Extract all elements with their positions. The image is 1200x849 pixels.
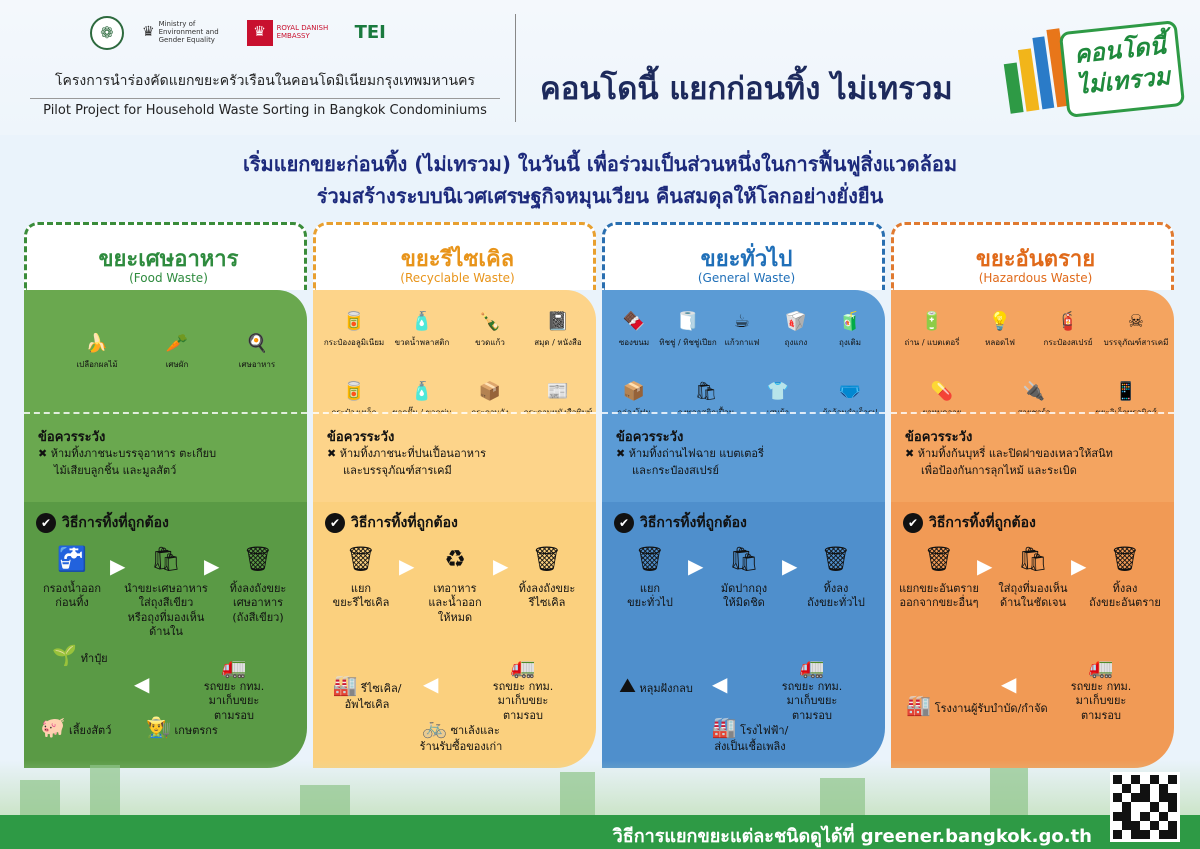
disposal-step xyxy=(985,540,1081,611)
waste-item-icon: 👕 xyxy=(766,380,790,402)
step-label: แยก ขยะรีไซเคิล xyxy=(332,582,390,610)
waste-item-icon: 📰 xyxy=(546,380,570,402)
truck-icon: 🚛 xyxy=(510,655,536,679)
step-icon: 🛍 xyxy=(1017,545,1049,574)
destination xyxy=(413,714,509,754)
waste-item xyxy=(451,308,529,349)
truck-icon: 🚛 xyxy=(221,655,247,679)
destination xyxy=(32,642,128,668)
arrow-right-icon: ▶ xyxy=(399,554,415,578)
waste-item xyxy=(138,330,216,371)
destination-label: ทำปุ๋ย xyxy=(80,652,108,665)
disposal-step xyxy=(407,540,503,625)
waste-item-icon: ☕ xyxy=(733,310,751,332)
arrow-right-icon: ▶ xyxy=(782,554,798,578)
arrow-left-icon: ◀ xyxy=(712,672,728,696)
header xyxy=(0,0,1200,135)
destination-label: รีไซเคิล/ อัพไซเคิล xyxy=(344,682,402,711)
waste-item-icon: 📓 xyxy=(546,310,570,332)
step-icon: 🚰 xyxy=(57,545,87,574)
check-icon: ✔ xyxy=(36,513,56,533)
waste-item-icon: 🍌 xyxy=(85,332,109,354)
destination xyxy=(134,714,230,740)
project-title-th: โครงการนำร่องคัดแยกขยะครัวเรือนในคอนโดมิเนียมกรุงเทพมหานคร xyxy=(55,73,475,89)
caution-text: ✖ ห้ามทิ้งภาชนะที่ปนเปื้อนอาหาร และบรรจุภัณฑ์สารเคมี xyxy=(327,447,487,477)
intro-line-1: เริ่มแยกขยะก่อนทิ้ง (ไม่เทรวม) ในวันนี้ เพื่อร่วมเป็นส่วนหนึ่งในการฟื้นฟูสิ่งแวดล้อม xyxy=(242,152,958,176)
destination-icon: 🏭 xyxy=(711,715,737,739)
arrow-left-icon: ◀ xyxy=(134,672,150,696)
waste-item-icon: 📦 xyxy=(478,380,502,402)
disposal-step xyxy=(313,540,409,611)
caution-title: ข้อควรระวัง xyxy=(905,430,973,445)
destination-icon: ⛰ xyxy=(619,673,636,697)
disposal-step xyxy=(118,540,214,639)
disposal-step xyxy=(210,540,306,625)
city-skyline xyxy=(0,760,1200,820)
column-subtitle: (Hazardous Waste) xyxy=(978,271,1093,285)
destination-label: หลุมฝังกลบ xyxy=(639,682,693,695)
caution-title: ข้อควรระวัง xyxy=(616,430,684,445)
arrow-right-icon: ▶ xyxy=(110,554,126,578)
step-label: ทิ้งลงถังขยะ เศษอาหาร (ถังสีเขียว) xyxy=(229,582,287,624)
qr-code-icon[interactable] xyxy=(1110,772,1180,842)
tei-logo xyxy=(355,23,386,43)
footer-text[interactable]: วิธีการแยกขยะแต่ละชนิดดูได้ที่ greener.bangkok.go.th xyxy=(612,826,1092,847)
waste-column xyxy=(891,222,1174,782)
destination-icon: 🚲 xyxy=(422,715,448,739)
project-title-en: Pilot Project for Household Waste Sorting in Bangkok Condominiums xyxy=(30,98,500,118)
step-label: แยก ขยะทั่วไป xyxy=(627,582,673,610)
waste-item-label: สมุด / หนังสือ xyxy=(534,338,582,347)
disposal-step xyxy=(891,540,987,611)
waste-item-icon: 🥫 xyxy=(342,310,366,332)
column-header xyxy=(891,222,1174,290)
collection-truck xyxy=(752,654,872,723)
waste-item-icon: 🧴 xyxy=(410,380,434,402)
waste-item-label: ถุงแกง xyxy=(784,338,808,347)
collection-truck xyxy=(1041,654,1161,723)
column-title: ขยะรีไซเคิล xyxy=(400,247,515,272)
disposal-step xyxy=(602,540,698,611)
caution-title: ข้อควรระวัง xyxy=(327,430,395,445)
footer xyxy=(0,815,1200,849)
disposal-title: ✔ วิธีการทิ้งที่ถูกต้อง xyxy=(614,512,747,534)
collection-truck xyxy=(463,654,583,723)
arrow-left-icon: ◀ xyxy=(1001,672,1017,696)
waste-column xyxy=(602,222,885,782)
step-icon: 🗑 xyxy=(923,545,955,574)
step-label: นำขยะเศษอาหาร ใส่ถุงสีเขียว หรือถุงที่มองเห็นด้านใน xyxy=(124,582,208,638)
column-subtitle: (General Waste) xyxy=(697,271,796,285)
destination-label: เกษตรกร xyxy=(174,724,218,737)
ministry-logo: ♛ Ministry of Environment and Gender Equality xyxy=(142,20,219,44)
disposal-title: ✔ วิธีการทิ้งที่ถูกต้อง xyxy=(903,512,1036,534)
caution-panel xyxy=(24,412,307,494)
destination-label: ซาเล้งและ ร้านรับซื้อของเก่า xyxy=(419,724,503,753)
step-label: ใส่ถุงที่มองเห็น ด้านในชัดเจน xyxy=(998,582,1068,610)
step-icon: 🛍 xyxy=(728,545,760,574)
disposal-step xyxy=(696,540,792,611)
waste-item xyxy=(1029,308,1107,349)
collection-truck xyxy=(174,654,294,723)
caution-text: ✖ ห้ามทิ้งถ่านไฟฉาย แบตเตอรี่ และกระป๋องสเปรย์ xyxy=(616,447,764,477)
waste-item-icon: 📱 xyxy=(1114,380,1138,402)
header-divider xyxy=(515,14,516,122)
arrow-right-icon: ▶ xyxy=(688,554,704,578)
partner-logos xyxy=(90,16,386,50)
waste-item-icon: 🧃 xyxy=(838,310,862,332)
column-title: ขยะอันตราย xyxy=(975,247,1096,272)
waste-item xyxy=(766,308,826,349)
column-subtitle: (Recyclable Waste) xyxy=(400,271,515,285)
waste-item xyxy=(1097,308,1175,349)
waste-item-icon: 💡 xyxy=(988,310,1012,332)
destination xyxy=(319,672,415,712)
step-label: เทอาหาร และน้ำออก ให้หมด xyxy=(428,582,482,624)
arrow-right-icon: ▶ xyxy=(1071,554,1087,578)
step-icon: 🗑 xyxy=(242,545,274,574)
truck-label: รถขยะ กทม. มาเก็บขยะ ตามรอบ xyxy=(1070,680,1132,722)
step-icon: 🛍 xyxy=(150,545,182,574)
caution-text: ✖ ห้ามทิ้งภาชนะบรรจุอาหาร ตะเกียบ ไม้เสียบลูกชิ้น และมูลสัตว์ xyxy=(38,447,217,477)
slogan: คอนโดนี้ แยกก่อนทิ้ง ไม่เทรวม xyxy=(540,71,953,107)
waste-item-label: ทิชชู่ / ทิชชู่เปียก xyxy=(659,338,717,347)
destination-icon: 👨‍🌾 xyxy=(146,715,172,739)
arrow-left-icon: ◀ xyxy=(423,672,439,696)
waste-item-icon: 🔋 xyxy=(920,310,944,332)
royal-danish-embassy-icon: ♛ xyxy=(247,20,273,46)
disposal-step xyxy=(1077,540,1173,611)
destination-icon: 🏭 xyxy=(906,693,932,717)
arrow-right-icon: ▶ xyxy=(977,554,993,578)
destination-label: โรงงานผู้รับบำบัด/กำจัด xyxy=(934,702,1048,715)
arrow-right-icon: ▶ xyxy=(493,554,509,578)
waste-item-icon: 🍫 xyxy=(622,310,646,332)
step-icon: ♻ xyxy=(444,545,466,574)
caution-panel xyxy=(891,412,1174,494)
waste-item xyxy=(383,308,461,349)
disposal-title: ✔ วิธีการทิ้งที่ถูกต้อง xyxy=(36,512,169,534)
waste-item xyxy=(218,330,296,371)
waste-item xyxy=(315,308,393,349)
destination xyxy=(28,714,124,740)
bma-logo xyxy=(90,16,124,50)
waste-item xyxy=(820,308,880,349)
check-icon: ✔ xyxy=(903,513,923,533)
waste-item xyxy=(604,308,664,349)
check-icon: ✔ xyxy=(614,513,634,533)
waste-item xyxy=(658,308,718,349)
waste-item-label: ถ่าน / แบตเตอรี่ xyxy=(904,338,960,347)
step-label: มัดปากถุง ให้มิดชิด xyxy=(720,582,768,610)
disposal-panel xyxy=(602,502,885,768)
disposal-panel xyxy=(891,502,1174,768)
step-icon: 🗑 xyxy=(634,545,666,574)
column-title: ขยะเศษอาหาร xyxy=(98,247,239,272)
intro-line-2: ร่วมสร้างระบบนิเวศเศรษฐกิจหมุนเวียน คืนสมดุลให้โลกอย่างยั่งยืน xyxy=(316,184,884,208)
embassy-logo: ♛ ROYAL DANISH EMBASSY xyxy=(247,20,337,46)
destination xyxy=(897,692,1057,718)
column-header xyxy=(313,222,596,290)
disposal-step xyxy=(788,540,884,611)
waste-item-label: บรรจุภัณฑ์สารเคมี xyxy=(1103,338,1169,347)
campaign-badge xyxy=(1005,18,1183,124)
waste-item-label: หลอดไฟ xyxy=(985,338,1015,347)
waste-item-icon: ☠ xyxy=(1127,310,1145,332)
disposal-title: ✔ วิธีการทิ้งที่ถูกต้อง xyxy=(325,512,458,534)
waste-column xyxy=(313,222,596,782)
destination xyxy=(702,714,798,754)
column-header xyxy=(602,222,885,290)
waste-item-icon: 🥕 xyxy=(165,332,189,354)
truck-icon: 🚛 xyxy=(1088,655,1114,679)
step-label: แยกขยะอันตราย ออกจากขยะอื่นๆ xyxy=(899,582,979,610)
waste-item xyxy=(712,308,772,349)
waste-item xyxy=(519,308,597,349)
destination xyxy=(608,672,704,698)
caution-text: ✖ ห้ามทิ้งก้นบุหรี่ และปิดฝาของเหลวให้สนิท เพื่อป้องกันการลุกไหม้ และระเบิด xyxy=(905,447,1113,477)
badge-text: คอนโดนี้ ไม่เทรวม xyxy=(1059,20,1185,118)
check-icon: ✔ xyxy=(325,513,345,533)
truck-label: รถขยะ กทม. มาเก็บขยะ ตามรอบ xyxy=(781,680,843,722)
truck-label: รถขยะ กทม. มาเก็บขยะ ตามรอบ xyxy=(203,680,265,722)
waste-item-icon: 🥫 xyxy=(342,380,366,402)
truck-icon: 🚛 xyxy=(799,655,825,679)
step-label: ทิ้งลง ถังขยะทั่วไป xyxy=(807,582,865,610)
arrow-right-icon: ▶ xyxy=(204,554,220,578)
disposal-panel xyxy=(24,502,307,768)
disposal-step xyxy=(24,540,120,611)
waste-item-icon: 🧻 xyxy=(676,310,700,332)
waste-item-icon: 🍳 xyxy=(245,332,269,354)
step-icon: 🗑 xyxy=(1109,545,1141,574)
waste-item-label: เศษผัก xyxy=(165,360,189,369)
waste-item-label: ซองขนม xyxy=(618,338,650,347)
bma-seal-icon: ❁ xyxy=(90,16,124,50)
step-label: ทิ้งลง ถังขยะอันตราย xyxy=(1089,582,1161,610)
waste-item-icon: 🛍 xyxy=(694,380,718,402)
tei-logo-icon: TEI xyxy=(354,22,386,44)
truck-label: รถขยะ กทม. มาเก็บขยะ ตามรอบ xyxy=(492,680,554,722)
waste-item-icon: 📦 xyxy=(622,380,646,402)
destination-label: เลี้ยงสัตว์ xyxy=(69,724,112,737)
waste-item xyxy=(58,330,136,371)
step-icon: 🗑 xyxy=(820,545,852,574)
column-header xyxy=(24,222,307,290)
waste-item-icon: 🩲 xyxy=(838,380,862,402)
caution-panel xyxy=(602,412,885,494)
waste-column xyxy=(24,222,307,782)
caution-title: ข้อควรระวัง xyxy=(38,430,106,445)
waste-item-icon: 🧴 xyxy=(410,310,434,332)
waste-item-label: กระป๋องอลูมิเนียม xyxy=(323,338,385,347)
waste-item-label: แก้วกาแฟ xyxy=(724,338,760,347)
destination-icon: 🏭 xyxy=(332,673,358,697)
waste-item-icon: 🍾 xyxy=(478,310,502,332)
column-subtitle: (Food Waste) xyxy=(129,271,208,285)
step-icon: 🗑 xyxy=(531,545,563,574)
step-icon: 🗑 xyxy=(345,545,377,574)
waste-item-label: ถุงเติม xyxy=(839,338,861,347)
ministry-icon: ♛ xyxy=(142,24,155,41)
destination-icon: 🌱 xyxy=(52,643,78,667)
waste-item-icon: 🧯 xyxy=(1056,310,1080,332)
destination-label: โรงไฟฟ้า/ ส่งเป็นเชื้อเพลิง xyxy=(714,724,789,753)
step-label: ทิ้งลงถังขยะ รีไซเคิล xyxy=(518,582,576,610)
waste-item xyxy=(893,308,971,349)
disposal-step xyxy=(499,540,595,611)
waste-item-label: ขวดแก้ว xyxy=(475,338,505,347)
waste-item-label: กระป๋องสเปรย์ xyxy=(1043,338,1093,347)
waste-item-icon: 💊 xyxy=(930,380,954,402)
waste-item-label: เศษอาหาร xyxy=(238,360,276,369)
waste-item xyxy=(961,308,1039,349)
waste-item-icon: 🥡 xyxy=(784,310,808,332)
step-label: กรองน้ำออก ก่อนทิ้ง xyxy=(42,582,102,610)
waste-item-label: เปลือกผลไม้ xyxy=(76,360,118,369)
waste-item-label: ขวดน้ำพลาสติก xyxy=(394,338,450,347)
column-title: ขยะทั่วไป xyxy=(700,247,793,272)
caution-panel xyxy=(313,412,596,494)
waste-item-icon: 🔌 xyxy=(1022,380,1046,402)
destination-icon: 🐖 xyxy=(40,715,66,739)
disposal-panel xyxy=(313,502,596,768)
